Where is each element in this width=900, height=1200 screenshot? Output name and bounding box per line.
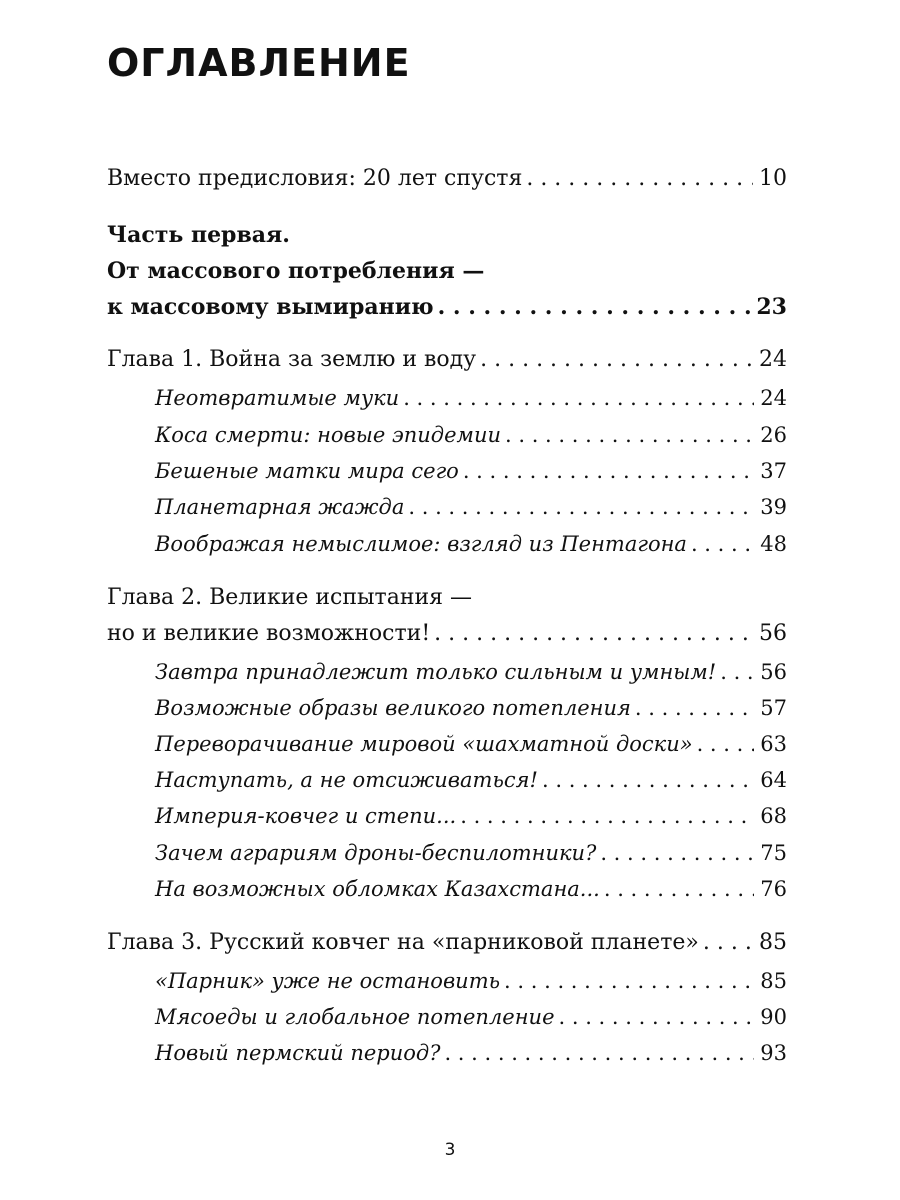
dot-leader [542, 765, 754, 795]
part-title: Часть первая. [107, 222, 290, 248]
toc-entry-section[interactable] [155, 729, 787, 759]
section-title: Мясоеды и глобальное потепление [155, 1005, 555, 1029]
dot-leader [438, 292, 751, 322]
toc-entry-page: 26 [760, 423, 787, 447]
toc-entry-page: 56 [760, 660, 787, 684]
dot-leader [703, 928, 753, 958]
section-title: Возможные образы великого потепления [155, 696, 631, 720]
toc-entry-page: 93 [760, 1041, 787, 1065]
toc-entry-page: 76 [760, 877, 787, 901]
part-title: к массовому вымиранию [107, 294, 434, 320]
toc-entry-page: 57 [760, 696, 787, 720]
dot-leader [434, 619, 753, 649]
dot-leader [480, 345, 753, 375]
toc-entry-section[interactable] [155, 966, 787, 996]
section-title: Завтра принадлежит только сильным и умным! [155, 660, 717, 684]
section-title: Неотвратимые муки [155, 386, 400, 410]
section-title: Империя-ковчег и степи... [155, 804, 457, 828]
toc-entry-page: 85 [759, 930, 787, 955]
toc-entry-part-1[interactable] [107, 292, 787, 322]
toc-entry-section[interactable] [155, 1038, 787, 1068]
toc-entry-section[interactable] [155, 657, 787, 687]
toc-entry-section[interactable] [155, 765, 787, 795]
toc-entry-page: 37 [760, 459, 787, 483]
chapter-title: Глава 2. Великие испытания — [107, 585, 473, 610]
toc-entry-section[interactable] [155, 420, 787, 450]
toc-entry-page: 63 [760, 732, 787, 756]
toc-entry-page: 64 [760, 768, 787, 792]
toc-entry-page: 23 [756, 294, 787, 320]
part-heading-line [107, 256, 787, 286]
section-title: «Парник» уже не остановить [155, 969, 501, 993]
toc-entry-section[interactable] [155, 492, 787, 522]
toc-entry-title: Вместо предисловия: 20 лет спустя [107, 166, 523, 191]
dot-leader [403, 383, 754, 413]
section-title: На возможных обломках Казахстана... [155, 877, 600, 901]
dot-leader [460, 801, 754, 831]
dot-leader [504, 966, 754, 996]
page-number: 3 [444, 1140, 456, 1160]
dot-leader [505, 420, 754, 450]
dot-leader [463, 456, 754, 486]
dot-leader [697, 729, 755, 759]
toc-entry-page: 24 [759, 347, 787, 372]
toc-entry-section[interactable] [155, 838, 787, 868]
toc-entry-chapter-3[interactable] [107, 928, 787, 958]
toc-entry-preface[interactable] [107, 164, 787, 194]
part-heading-line [107, 220, 787, 250]
dot-leader [408, 492, 754, 522]
toc-entry-page: 39 [760, 495, 787, 519]
toc-entry-page: 56 [759, 621, 787, 646]
dot-leader [600, 838, 754, 868]
toc-entry-page: 85 [760, 969, 787, 993]
toc-entry-section[interactable] [155, 383, 787, 413]
part-title: От массового потребления — [107, 258, 485, 284]
section-title: Наступать, а не отсиживаться! [155, 768, 538, 792]
dot-leader [604, 874, 754, 904]
section-title: Планетарная жажда [155, 495, 405, 519]
toc-entry-page: 24 [760, 386, 787, 410]
toc-entry-section[interactable] [155, 456, 787, 486]
chapter-title: Глава 1. Война за землю и воду [107, 347, 477, 372]
toc-entry-page: 10 [759, 166, 787, 191]
toc-entry-section[interactable] [155, 529, 787, 559]
dot-leader [691, 529, 754, 559]
toc-entry-page: 68 [760, 804, 787, 828]
dot-leader [526, 164, 753, 194]
section-title: Коса смерти: новые эпидемии [155, 423, 501, 447]
toc-entry-page: 75 [760, 841, 787, 865]
toc-entry-section[interactable] [155, 693, 787, 723]
section-title: Бешеные матки мира сего [155, 459, 459, 483]
chapter-title: Глава 3. Русский ковчег на «парниковой планете» [107, 930, 699, 955]
page-title: ОГЛАВЛЕНИЕ [107, 41, 411, 85]
chapter-title: но и великие возможности! [107, 621, 431, 646]
section-title: Зачем аграриям дроны-беспилотники? [155, 841, 597, 865]
dot-leader [720, 657, 754, 687]
section-title: Переворачивание мировой «шахматной доски» [155, 732, 693, 756]
chapter-heading-line [107, 583, 787, 613]
section-title: Воображая немыслимое: взгляд из Пентагона [155, 532, 687, 556]
toc-entry-page: 48 [760, 532, 787, 556]
section-title: Новый пермский период? [155, 1041, 441, 1065]
dot-leader [559, 1002, 755, 1032]
toc-entry-section[interactable] [155, 1002, 787, 1032]
toc-entry-section[interactable] [155, 801, 787, 831]
toc-entry-page: 90 [760, 1005, 787, 1029]
toc-entry-chapter-2[interactable] [107, 619, 787, 649]
dot-leader [635, 693, 754, 723]
toc-entry-section[interactable] [155, 874, 787, 904]
dot-leader [444, 1038, 754, 1068]
toc-entry-chapter-1[interactable] [107, 345, 787, 375]
